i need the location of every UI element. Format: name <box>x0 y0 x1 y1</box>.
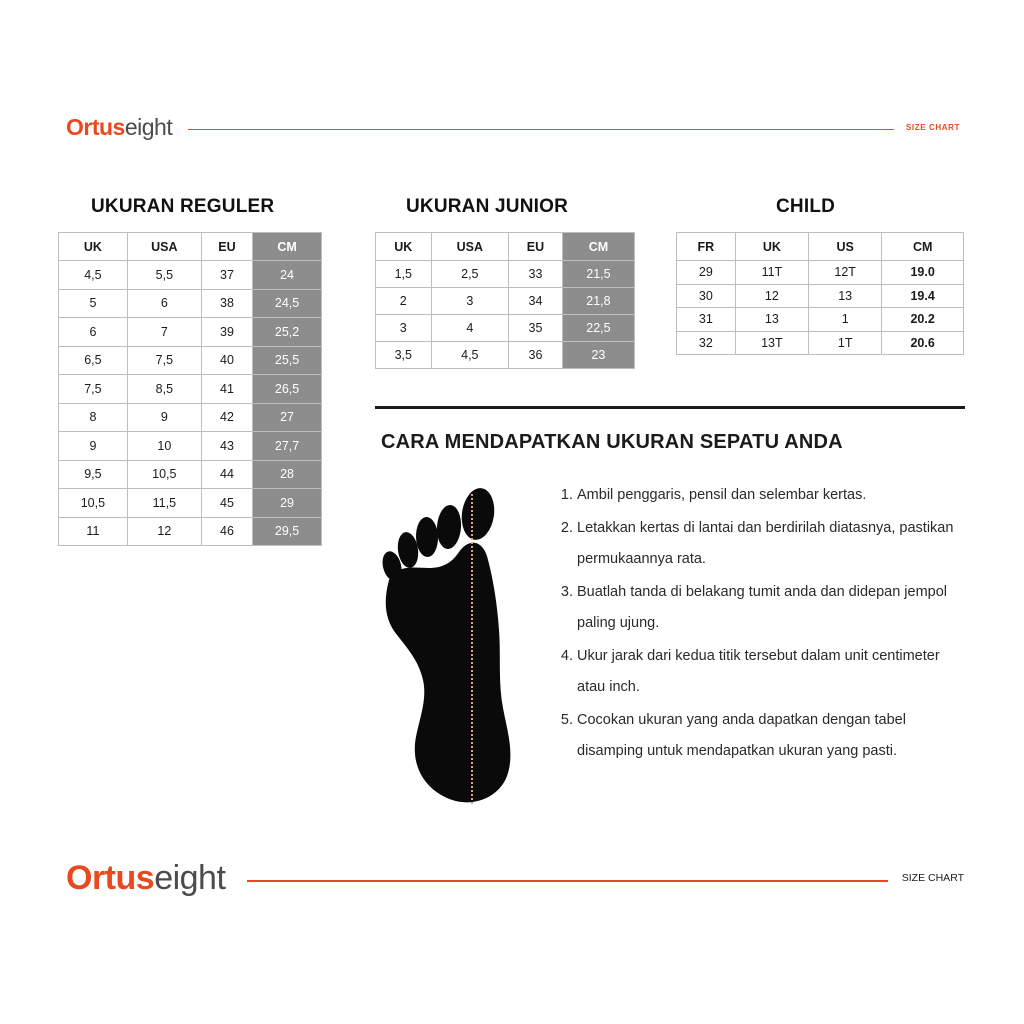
table-row <box>59 489 322 518</box>
list-item: 5. Cocokan ukuran yang anda dapatkan dengan tabel disamping untuk mendapatkan ukuran yang pasti. <box>577 705 965 767</box>
cell-eu: 36 <box>509 342 563 369</box>
cell-cm: 29 <box>253 489 322 518</box>
cell-usa: 3 <box>431 288 509 315</box>
cell-uk: 1,5 <box>376 261 432 288</box>
table-row <box>59 289 322 318</box>
table-row <box>376 315 635 342</box>
cell-cm: 22,5 <box>562 315 634 342</box>
col-cm: CM <box>882 233 964 261</box>
cell-eu: 42 <box>201 403 252 432</box>
table-header-row <box>59 233 322 261</box>
logo-text-rtus: rtus <box>91 858 155 897</box>
child-size-table <box>676 232 964 355</box>
cell-usa: 4 <box>431 315 509 342</box>
regular-title: UKURAN REGULER <box>91 196 275 217</box>
cell-usa: 11,5 <box>127 489 201 518</box>
header-brand-bar <box>66 112 962 142</box>
cell-us: 1 <box>809 308 882 332</box>
cell-usa: 7,5 <box>127 346 201 375</box>
cell-cm: 28 <box>253 460 322 489</box>
cell-usa: 10 <box>127 432 201 461</box>
foot-illustration-column <box>375 480 535 810</box>
list-item: 4. Ukur jarak dari kedua titik tersebut dalam unit centimeter atau inch. <box>577 641 965 703</box>
col-uk: UK <box>735 233 808 261</box>
cell-uk: 8 <box>59 403 128 432</box>
col-eu: EU <box>509 233 563 261</box>
table-row <box>59 460 322 489</box>
cell-uk: 11T <box>735 261 808 285</box>
col-uk: UK <box>59 233 128 261</box>
cell-uk: 7,5 <box>59 375 128 404</box>
ortuseight-logo-bottom <box>66 859 225 898</box>
table-row <box>677 261 964 285</box>
cell-uk: 12 <box>735 284 808 308</box>
footer-divider-line <box>247 880 887 882</box>
cell-uk: 6 <box>59 318 128 347</box>
cell-fr: 29 <box>677 261 736 285</box>
cell-fr: 30 <box>677 284 736 308</box>
junior-size-section <box>375 196 635 369</box>
child-title: CHILD <box>776 196 836 217</box>
cell-uk: 11 <box>59 517 128 546</box>
junior-title: UKURAN JUNIOR <box>406 196 568 217</box>
header-divider-line <box>188 129 894 130</box>
logo-text-eight: eight <box>154 858 226 897</box>
logo-text-eight: eight <box>124 113 173 140</box>
col-cm: CM <box>562 233 634 261</box>
table-row <box>59 403 322 432</box>
cell-fr: 32 <box>677 331 736 355</box>
cell-usa: 8,5 <box>127 375 201 404</box>
cell-us: 12T <box>809 261 882 285</box>
cell-cm: 29,5 <box>253 517 322 546</box>
cell-uk: 13 <box>735 308 808 332</box>
cell-uk: 9 <box>59 432 128 461</box>
table-row <box>677 284 964 308</box>
col-cm: CM <box>253 233 322 261</box>
cell-usa: 10,5 <box>127 460 201 489</box>
cell-cm: 27 <box>253 403 322 432</box>
cell-uk: 2 <box>376 288 432 315</box>
cell-uk: 6,5 <box>59 346 128 375</box>
col-usa: USA <box>431 233 509 261</box>
cell-eu: 46 <box>201 517 252 546</box>
table-row <box>677 331 964 355</box>
col-us: US <box>809 233 882 261</box>
cell-cm: 19.4 <box>882 284 964 308</box>
cell-eu: 44 <box>201 460 252 489</box>
header-size-chart-label: SIZE CHART <box>906 122 960 132</box>
cell-uk: 9,5 <box>59 460 128 489</box>
foot-icon <box>375 480 535 810</box>
cell-us: 13 <box>809 284 882 308</box>
table-row <box>376 342 635 369</box>
how-to-title: CARA MENDAPATKAN UKURAN SEPATU ANDA <box>381 431 843 453</box>
cell-cm: 24 <box>253 261 322 290</box>
cell-eu: 35 <box>509 315 563 342</box>
footer-size-chart-label: SIZE CHART <box>901 872 964 884</box>
cell-eu: 45 <box>201 489 252 518</box>
cell-cm: 27,7 <box>253 432 322 461</box>
table-row <box>59 346 322 375</box>
cell-eu: 33 <box>509 261 563 288</box>
cell-eu: 41 <box>201 375 252 404</box>
table-row <box>59 432 322 461</box>
cell-uk: 3 <box>376 315 432 342</box>
regular-size-table <box>58 232 322 546</box>
how-to-measure-section <box>375 406 965 810</box>
steps-list <box>557 480 965 767</box>
logo-letter-o: O <box>66 113 84 140</box>
cell-cm: 25,2 <box>253 318 322 347</box>
table-row <box>677 308 964 332</box>
col-fr: FR <box>677 233 736 261</box>
cell-cm: 24,5 <box>253 289 322 318</box>
cell-usa: 12 <box>127 517 201 546</box>
cell-uk: 13T <box>735 331 808 355</box>
table-header-row <box>677 233 964 261</box>
col-uk: UK <box>376 233 432 261</box>
cell-cm: 23 <box>562 342 634 369</box>
cell-cm: 25,5 <box>253 346 322 375</box>
table-header-row <box>376 233 635 261</box>
measure-dotted-line <box>471 494 473 804</box>
table-row <box>59 318 322 347</box>
cell-eu: 38 <box>201 289 252 318</box>
logo-text-rtus: rtus <box>83 113 125 140</box>
table-row <box>59 375 322 404</box>
logo-letter-o: O <box>66 858 92 897</box>
cell-usa: 9 <box>127 403 201 432</box>
cell-usa: 6 <box>127 289 201 318</box>
cell-uk: 5 <box>59 289 128 318</box>
table-row <box>376 288 635 315</box>
junior-size-table <box>375 232 635 369</box>
regular-size-section <box>58 196 322 546</box>
table-row <box>376 261 635 288</box>
child-size-section <box>676 196 964 355</box>
list-item: 3. Buatlah tanda di belakang tumit anda dan didepan jempol paling ujung. <box>577 577 965 639</box>
cell-eu: 34 <box>509 288 563 315</box>
ortuseight-logo-top <box>66 114 172 141</box>
cell-uk: 4,5 <box>59 261 128 290</box>
cell-cm: 26,5 <box>253 375 322 404</box>
steps-column <box>535 480 965 810</box>
cell-eu: 39 <box>201 318 252 347</box>
table-row <box>59 261 322 290</box>
cell-eu: 40 <box>201 346 252 375</box>
list-item: 2. Letakkan kertas di lantai dan berdirilah diatasnya, pastikan permukaannya rata. <box>577 513 965 575</box>
cell-cm: 20.2 <box>882 308 964 332</box>
cell-us: 1T <box>809 331 882 355</box>
footer-brand-bar <box>66 856 964 900</box>
table-row <box>59 517 322 546</box>
cell-usa: 4,5 <box>431 342 509 369</box>
cell-eu: 43 <box>201 432 252 461</box>
cell-uk: 10,5 <box>59 489 128 518</box>
col-usa: USA <box>127 233 201 261</box>
cell-usa: 7 <box>127 318 201 347</box>
cell-cm: 21,8 <box>562 288 634 315</box>
cell-cm: 21,5 <box>562 261 634 288</box>
list-item: 1. Ambil penggaris, pensil dan selembar kertas. <box>577 480 965 511</box>
col-eu: EU <box>201 233 252 261</box>
section-divider <box>375 406 965 409</box>
cell-usa: 5,5 <box>127 261 201 290</box>
cell-cm: 19.0 <box>882 261 964 285</box>
cell-eu: 37 <box>201 261 252 290</box>
cell-cm: 20.6 <box>882 331 964 355</box>
cell-usa: 2,5 <box>431 261 509 288</box>
cell-fr: 31 <box>677 308 736 332</box>
cell-uk: 3,5 <box>376 342 432 369</box>
